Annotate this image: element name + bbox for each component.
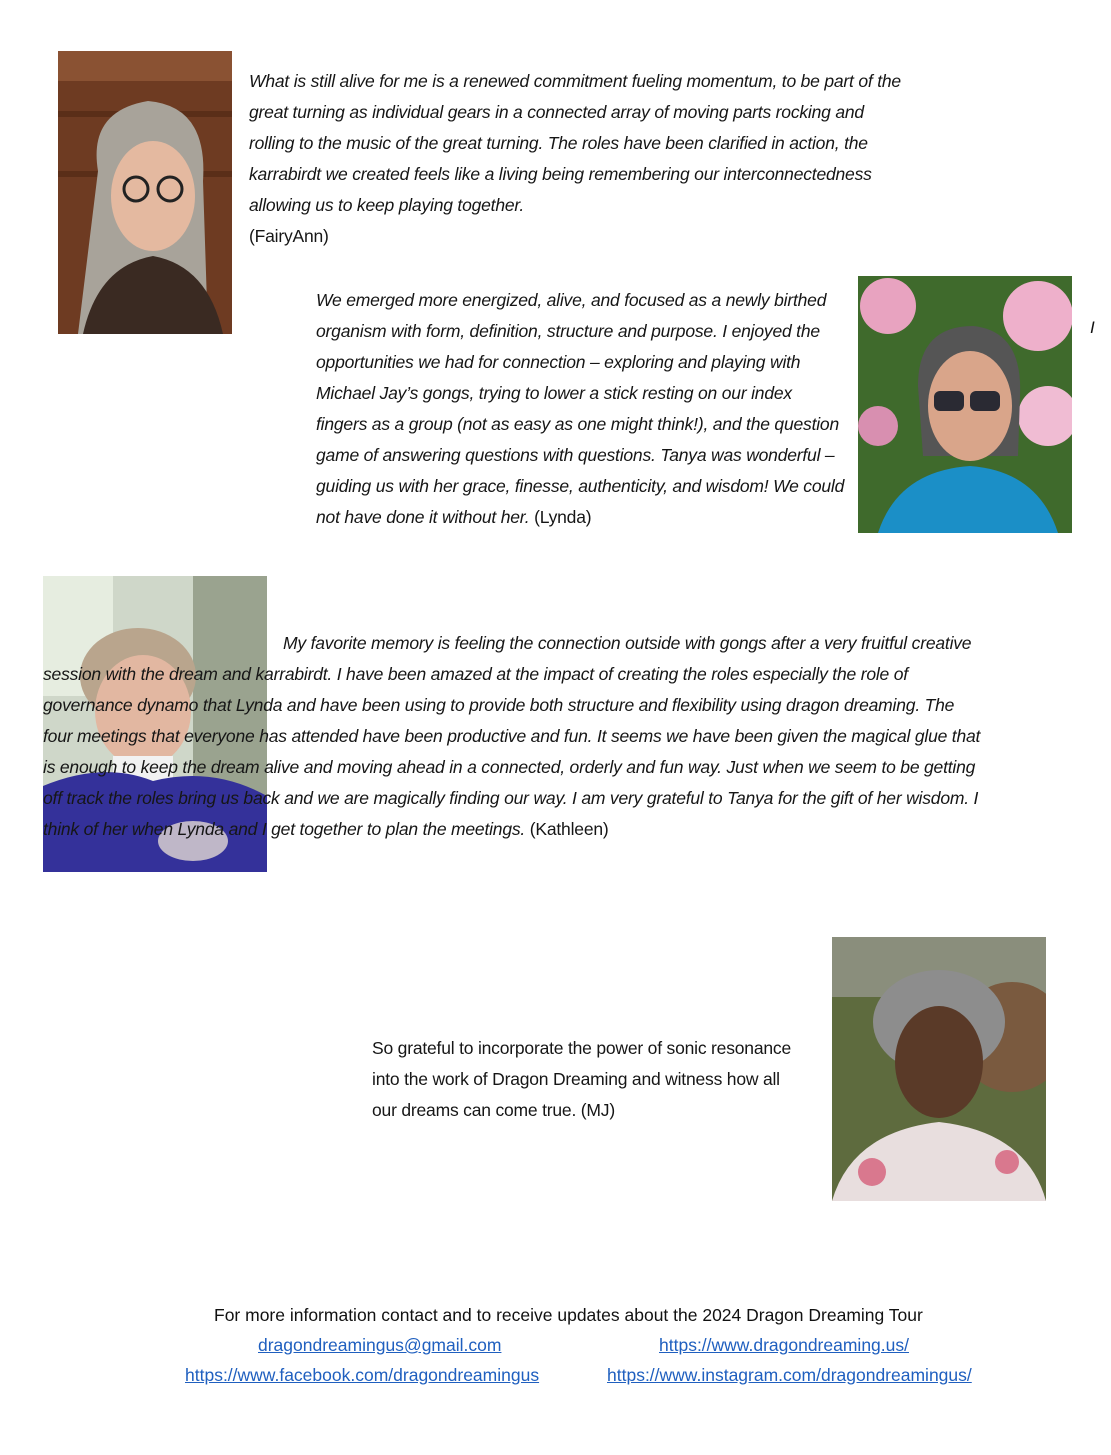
quote-text: My favorite memory is feeling the connection outside with gongs after a very fruitful creative session with the dream and karrabirdt. I have been amazed at the impact of creating the roles especially the role of governance dynamo that Lynda and have been using to provide both structure and flexibility using dragon dreaming. The four meetings that everyone has attended have been productive and fun. It seems we have been given the magical glue that is enough to keep the dream alive and moving ahead in a connected, orderly and fun way. Just when we seem to be getting off track the roles bring us back and we are magically finding our way. I am very grateful to Tanya for the gift of her wisdom. I think of her when Lynda and I get together to plan the meetings.	[43, 633, 981, 839]
email-link[interactable]: dragondreamingus@gmail.com	[258, 1335, 502, 1355]
quote-text: We emerged more energized, alive, and focused as a newly birthed organism with form, definition, structure and purpose. I enjoyed the opportunities we had for connection – exploring and playing with Michael Jay’s gongs, trying to lower a stick resting on our index fingers as a group (not as easy as one might think!), and the question game of answering questions with questions. Tanya was wonderful – guiding us with her grace, finesse, authenticity, and wisdom! We could not have done it without her.	[316, 290, 845, 527]
facebook-link[interactable]: https://www.facebook.com/dragondreamingus	[185, 1365, 540, 1385]
testimonial-mj	[372, 1033, 802, 1126]
photo-mj	[832, 937, 1046, 1201]
website-link[interactable]: https://www.dragondreaming.us/	[659, 1335, 909, 1355]
instagram-link[interactable]: https://www.instagram.com/dragondreamingus/	[607, 1365, 972, 1385]
quote-author: (Kathleen)	[529, 819, 609, 839]
quote-author: (MJ)	[580, 1100, 615, 1120]
testimonial-fairyann	[249, 66, 909, 252]
testimonial-lynda	[316, 285, 846, 533]
quote-text: So grateful to incorporate the power of sonic resonance into the work of Dragon Dreaming and witness how all our dreams can come true.	[372, 1038, 791, 1120]
photo-fairyann	[58, 51, 232, 334]
stray-character: I	[1090, 318, 1095, 337]
quote-text: What is still alive for me is a renewed commitment fueling momentum, to be part of the great turning as individual gears in a connected array of moving parts rocking and rolling to the music of the great turning. The roles have been clarified in action, the karrabirdt we created feels like a living being remembering our interconnectedness allowing us to keep playing together.	[249, 71, 901, 215]
photo-lynda	[858, 276, 1072, 533]
testimonial-kathleen	[43, 628, 983, 845]
footer-heading: For more information contact and to receive updates about the 2024 Dragon Dreaming Tour	[214, 1305, 923, 1325]
quote-author: (FairyAnn)	[249, 226, 329, 246]
quote-author: (Lynda)	[534, 507, 592, 527]
